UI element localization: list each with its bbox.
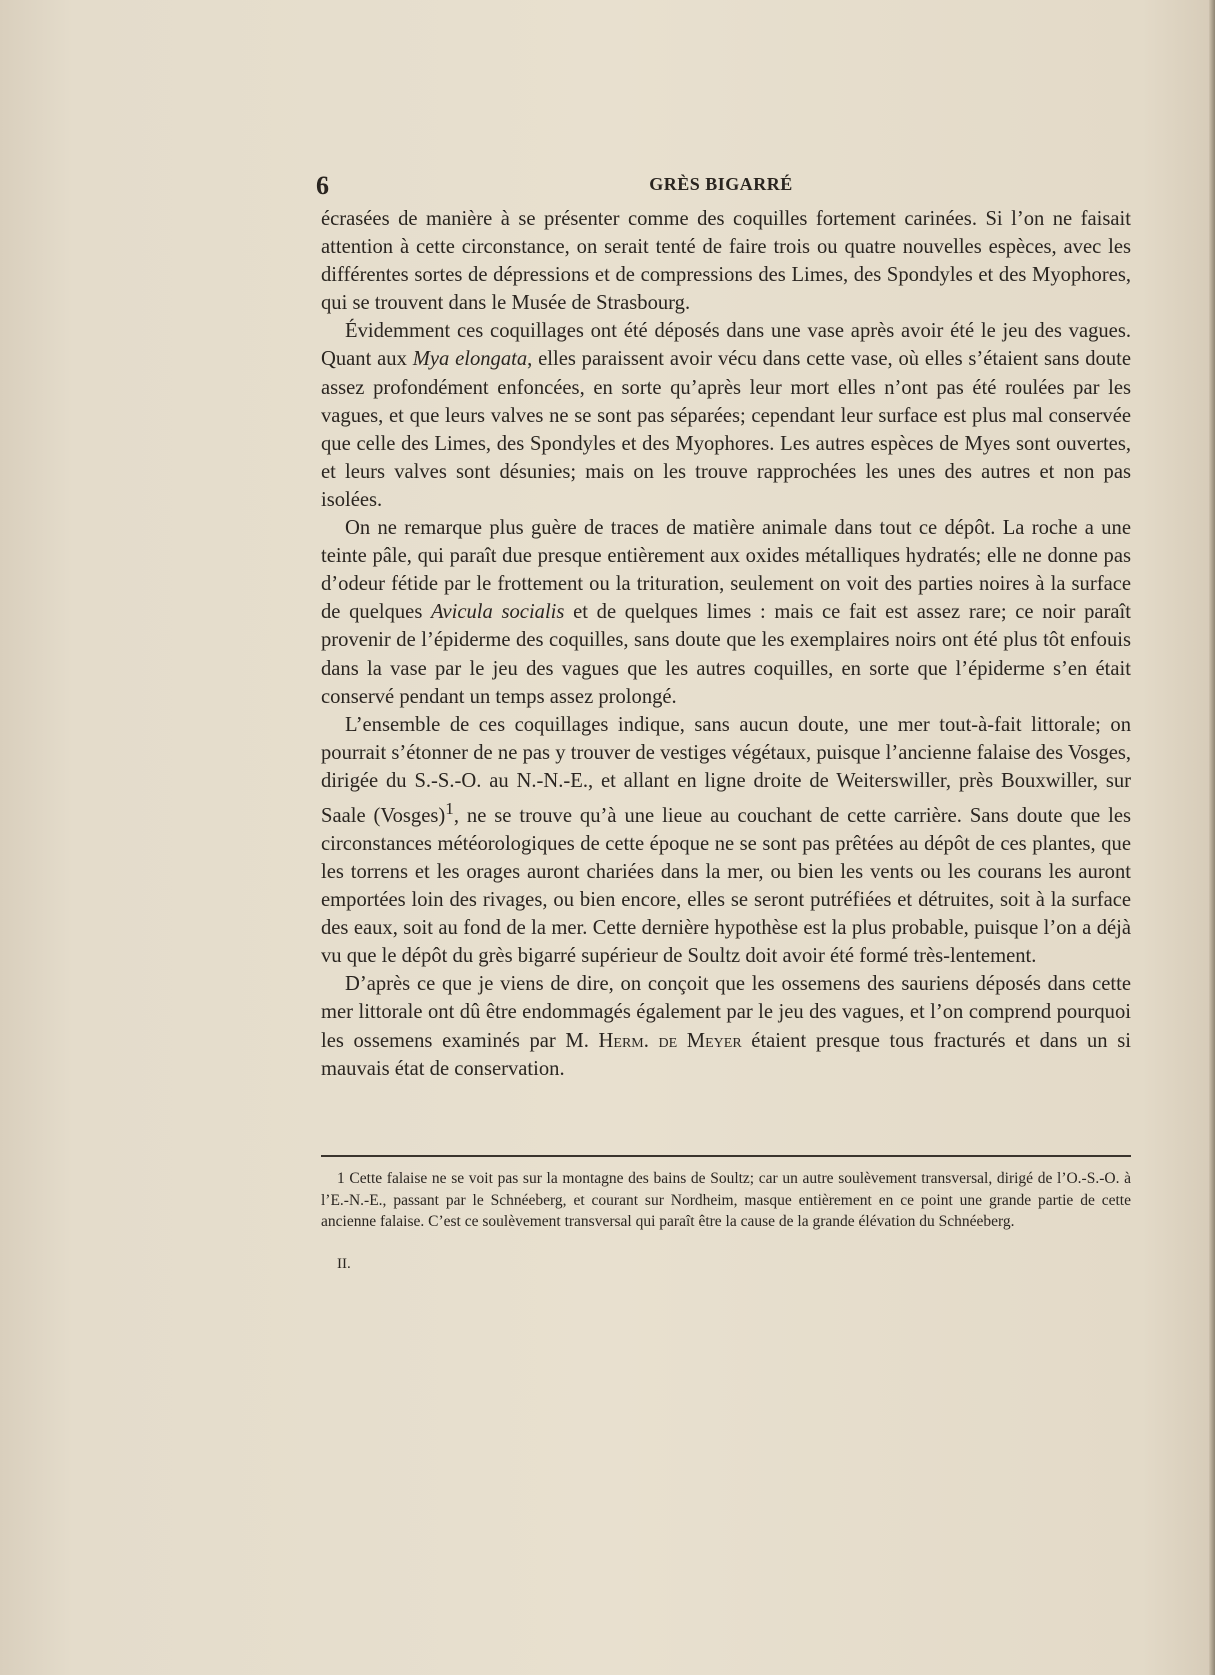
body-text (321, 205, 1131, 1083)
footnote-marker: 1 (337, 1170, 345, 1187)
footnotes (321, 1168, 1131, 1233)
page-edge (1209, 0, 1215, 1675)
paragraph-2: Évidemment ces coquillages ont été déposés dans une vase après avoir été le jeu des vagues. Quant aux Mya elongata, elles paraissent avoir vécu dans cette vase, où elles s’étaient sans doute assez profondément enfoncées, en sorte qu’après leur mort elles n’ont pas été roulées par les vagues, et que leurs valves ne se sont pas séparées; cependant leur surface est plus mal conservée que celle des Limes, des Spondyles et des Myophores. Les autres espèces de Myes sont ouvertes, et leurs valves sont désunies; mais on les trouve rapprochées les unes des autres et non pas isolées. (321, 320, 1131, 511)
paragraph-4: L’ensemble de ces coquillages indique, sans aucun doute, une mer tout-à-fait littorale; on pourrait s’étonner de ne pas y trouver de vestiges végétaux, puisque l’ancienne falaise des Vosges, dirigée du S.-S.-O. au N.-N.-E., et allant en ligne droite de Weiterswiller, près Bouxwiller, sur Saale (Vosges)$^1$, ne se trouve qu’à une lieue au couchant de cette carrière. Sans doute que les circonstances météorologiques de cette époque ne se sont pas prêtées au dépôt de ces plantes, que les torrens et les orages auront chariées dans la mer, ou bien les vents ou les courans les auront emportées loin des rivages, ou bien encore, elles se seront putréfiées et détruites, soit à la surface des eaux, soit au fond de la mer. Cette dernière hypothèse est la plus probable, puisque l’on a déjà vu que le dépôt du grès bigarré supérieur de Soultz doit avoir été formé très-lentement. (321, 713, 1131, 968)
running-title: GRÈS BIGARRÉ (649, 174, 793, 194)
page-number: 6 (316, 171, 329, 200)
taxon-name: Avicula socialis (431, 601, 565, 624)
footnote-rule (321, 1155, 1131, 1157)
footnote-1: 1 Cette falaise ne se voit pas sur la montagne des bains de Soultz; car un autre soulèvement transversal, dirigé de l’O.-S.-O. à l’E.-N.-E., passant par le Schnéeberg, et courant sur Nordheim, masque entièrement en ce point une grande partie de cette ancienne falaise. C’est ce soulèvement transversal qui paraît être la cause de la grande élévation du Schnéeberg. (321, 1170, 1131, 1231)
paragraph-1: écrasées de manière à se présenter comme des coquilles fortement carinées. Si l’on ne faisait attention à cette circonstance, on serait tenté de faire trois ou quatre nouvelles espèces, avec les différentes sortes de dépressions et de compressions des Limes, des Spondyles et des Myophores, qui se trouvent dans le Musée de Strasbourg. (321, 208, 1131, 315)
footnote-ref: 1 (445, 798, 454, 818)
signature-mark: II. (337, 1256, 351, 1272)
taxon-name: Mya elongata (412, 348, 528, 371)
page-header (316, 171, 1126, 199)
paragraph-3: On ne remarque plus guère de traces de matière animale dans tout ce dépôt. La roche a une teinte pâle, qui paraît due presque entièrement aux oxides métalliques hydratés; elle ne donne pas d’odeur fétide par le frottement ou la trituration, seulement on voit des parties noires à la surface de quelques Avicula socialis et de quelques limes : mais ce fait est assez rare; ce noir paraît provenir de l’épiderme des coquilles, sans doute que les exemplaires noirs ont été plus tôt enfouis dans la vase par le jeu des vagues que les autres coquilles, en sorte que l’épiderme s’en était conservé pendant un temps assez prolongé. (321, 517, 1131, 708)
paragraph-5: D’après ce que je viens de dire, on conçoit que les ossemens des sauriens déposés dans cette mer littorale ont dû être endommagés également par le jeu des vagues, et l’on comprend pourquoi les ossemens examinés par M. Herm. de Meyer étaient presque tous fracturés et dans un si mauvais état de conservation. (321, 973, 1131, 1080)
author-name: Herm. de Meyer (598, 1029, 742, 1052)
